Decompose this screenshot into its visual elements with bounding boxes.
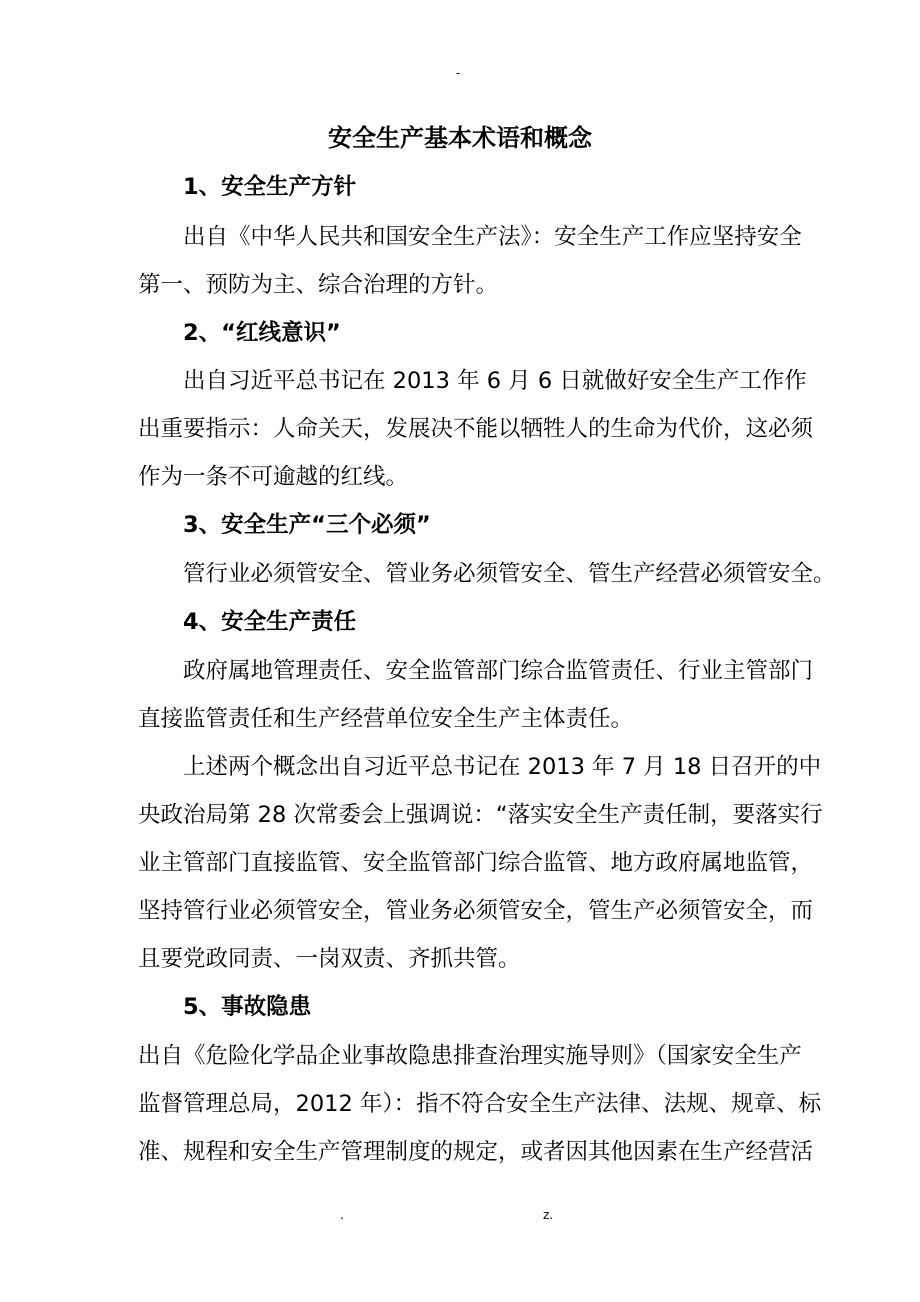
section-1-line-2: 第一、预防为主、综合治理的方针。 xyxy=(138,272,499,298)
section-4-para2-line-5: 且要党政同责、一岗双责、齐抓共管。 xyxy=(138,946,521,972)
section-5-line-3: 准、规程和安全生产管理制度的规定，或者因其他因素在生产经营活 xyxy=(138,1139,814,1165)
section-1-line-1: 出自《中华人民共和国安全生产法》：安全生产工作应坚持安全 xyxy=(183,224,802,250)
section-5-line-2: 监督管理总局，2012 年）：指不符合安全生产法律、法规、规章、标 xyxy=(138,1091,822,1117)
section-4-para2-line-4: 坚持管行业必须管安全，管业务必须管安全，管生产必须管安全，而 xyxy=(138,898,814,924)
section-4-para2-line-2: 央政治局第 28 次常委会上强调说：“落实安全生产责任制，要落实行 xyxy=(138,802,823,828)
section-2-line-2: 出重要指示：人命关天，发展决不能以牺牲人的生命为代价，这必须 xyxy=(138,416,814,442)
section-5-line-1: 出自《危险化学品企业事故隐患排查治理实施导则》（国家安全生产 xyxy=(138,1043,802,1069)
section-4-line-1: 政府属地管理责任、安全监管部门综合监管责任、行业主管部门 xyxy=(183,658,814,684)
section-2-heading: 2、“红线意识” xyxy=(183,320,341,346)
section-4-line-2: 直接监管责任和生产经营单位安全生产主体责任。 xyxy=(138,706,634,732)
section-5-heading: 5、事故隐患 xyxy=(183,994,312,1020)
header-mark: - xyxy=(456,66,461,80)
footer-right-mark: z. xyxy=(543,1208,554,1222)
section-4-para2-line-3: 业主管部门直接监管、安全监管部门综合监管、地方政府属地监管， xyxy=(138,850,814,876)
section-3-line-1: 管行业必须管安全、管业务必须管安全、管生产经营必须管安全。 xyxy=(183,561,836,587)
section-2-line-1: 出自习近平总书记在 2013 年 6 月 6 日就做好安全生产工作作 xyxy=(183,368,807,394)
footer-left-mark: . xyxy=(340,1208,344,1222)
section-2-line-3: 作为一条不可逾越的红线。 xyxy=(138,464,409,490)
section-3-heading: 3、安全生产“三个必须” xyxy=(183,512,431,538)
section-4-heading: 4、安全生产责任 xyxy=(183,609,357,635)
section-4-para2-line-1: 上述两个概念出自习近平总书记在 2013 年 7 月 18 日召开的中 xyxy=(183,754,822,780)
document-title: 安全生产基本术语和概念 xyxy=(328,124,592,152)
section-1-heading: 1、安全生产方针 xyxy=(183,174,357,200)
